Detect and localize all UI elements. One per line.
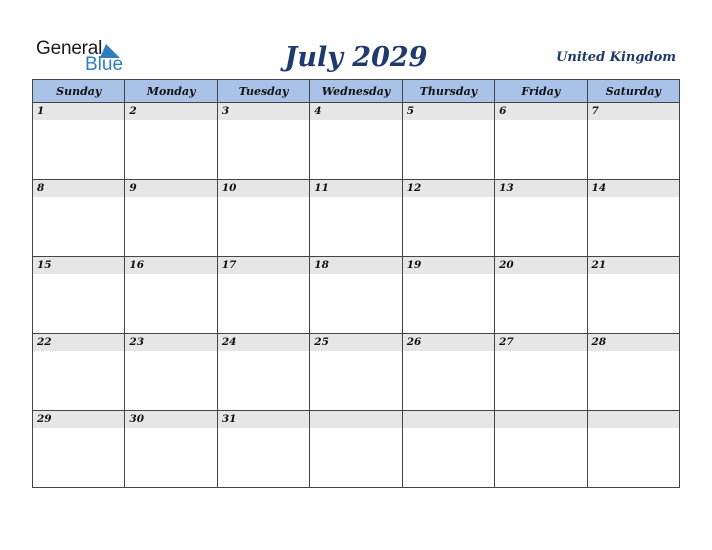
- week-row: [33, 180, 680, 257]
- day-number: 11: [310, 180, 401, 197]
- weekday-header: Friday: [495, 80, 587, 103]
- day-number: [495, 411, 586, 428]
- day-cell: [402, 103, 494, 180]
- day-cell: [402, 180, 494, 257]
- day-number: 4: [310, 103, 401, 120]
- calendar-grid: [32, 79, 680, 488]
- week-row: [33, 103, 680, 180]
- day-cell: [402, 411, 494, 488]
- day-cell: [587, 180, 679, 257]
- day-cell: [217, 103, 309, 180]
- logo-text-blue: Blue: [85, 54, 124, 75]
- day-number: 15: [33, 257, 124, 274]
- day-cell: [495, 180, 587, 257]
- day-cell: [217, 411, 309, 488]
- day-cell: [587, 411, 679, 488]
- day-number: 7: [588, 103, 679, 120]
- day-number: 19: [403, 257, 494, 274]
- day-cell: [125, 334, 217, 411]
- day-number: 28: [588, 334, 679, 351]
- day-cell: [495, 334, 587, 411]
- country-label: United Kingdom: [556, 50, 676, 65]
- day-cell: [125, 411, 217, 488]
- day-cell: [402, 334, 494, 411]
- day-cell: [495, 411, 587, 488]
- day-number: 21: [588, 257, 679, 274]
- weekday-header: Sunday: [33, 80, 125, 103]
- day-cell: [125, 103, 217, 180]
- weekday-header: Thursday: [402, 80, 494, 103]
- day-cell: [310, 103, 402, 180]
- day-cell: [125, 257, 217, 334]
- day-number: 2: [125, 103, 216, 120]
- day-cell: [495, 103, 587, 180]
- day-number: 13: [495, 180, 586, 197]
- week-row: [33, 334, 680, 411]
- weekday-header: Saturday: [587, 80, 679, 103]
- day-number: 5: [403, 103, 494, 120]
- day-number: 6: [495, 103, 586, 120]
- day-number: 18: [310, 257, 401, 274]
- day-number: 10: [218, 180, 309, 197]
- day-number: 31: [218, 411, 309, 428]
- day-number: 9: [125, 180, 216, 197]
- day-cell: [310, 334, 402, 411]
- day-cell: [310, 257, 402, 334]
- day-cell: [310, 180, 402, 257]
- day-cell: [217, 334, 309, 411]
- day-number: 8: [33, 180, 124, 197]
- day-number: 16: [125, 257, 216, 274]
- weekday-header-row: [33, 80, 680, 103]
- day-cell: [217, 257, 309, 334]
- day-cell: [125, 180, 217, 257]
- day-cell: [33, 257, 125, 334]
- week-row: [33, 257, 680, 334]
- calendar-title: July 2029: [284, 42, 428, 73]
- day-number: 14: [588, 180, 679, 197]
- day-cell: [33, 180, 125, 257]
- day-number: 23: [125, 334, 216, 351]
- weekday-header: Monday: [125, 80, 217, 103]
- day-number: 29: [33, 411, 124, 428]
- weekday-header: Wednesday: [310, 80, 402, 103]
- general-blue-logo: [36, 38, 136, 74]
- logo-text-general: General: [36, 38, 103, 59]
- day-cell: [587, 103, 679, 180]
- day-number: 25: [310, 334, 401, 351]
- day-number: 27: [495, 334, 586, 351]
- day-number: 1: [33, 103, 124, 120]
- day-number: 30: [125, 411, 216, 428]
- day-cell: [217, 180, 309, 257]
- day-number: 22: [33, 334, 124, 351]
- day-number: [310, 411, 401, 428]
- day-number: 20: [495, 257, 586, 274]
- day-number: 26: [403, 334, 494, 351]
- day-number: 12: [403, 180, 494, 197]
- day-number: [588, 411, 679, 428]
- weekday-header: Tuesday: [217, 80, 309, 103]
- day-cell: [33, 411, 125, 488]
- day-cell: [33, 103, 125, 180]
- day-cell: [587, 257, 679, 334]
- day-cell: [33, 334, 125, 411]
- day-number: 24: [218, 334, 309, 351]
- day-number: [403, 411, 494, 428]
- day-cell: [587, 334, 679, 411]
- week-row: [33, 411, 680, 488]
- day-cell: [495, 257, 587, 334]
- day-cell: [402, 257, 494, 334]
- day-number: 3: [218, 103, 309, 120]
- day-cell: [310, 411, 402, 488]
- day-number: 17: [218, 257, 309, 274]
